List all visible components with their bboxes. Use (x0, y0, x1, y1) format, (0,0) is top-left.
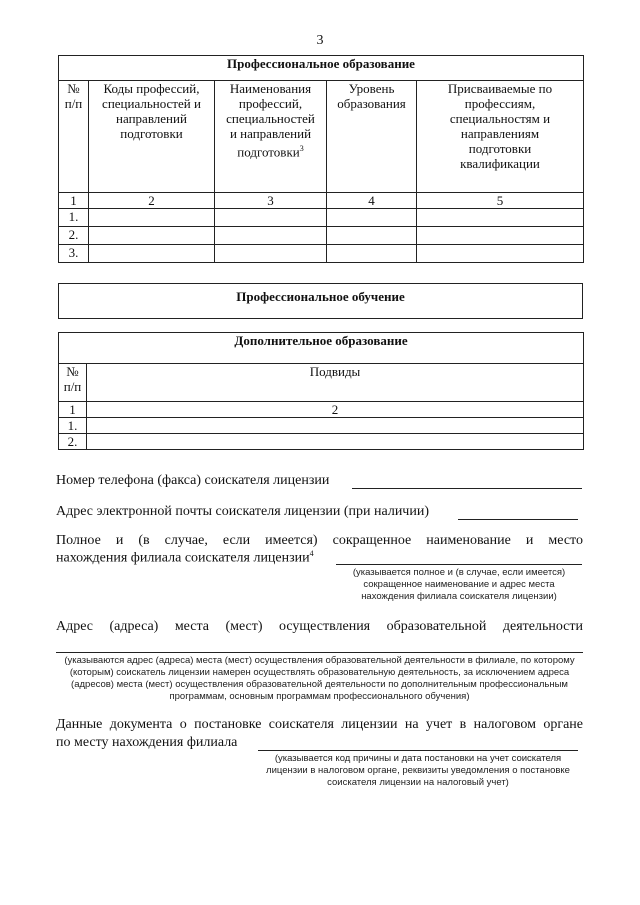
add-education-title: Дополнительное образование (59, 333, 584, 364)
col-header-level: Уровень образования (327, 81, 417, 193)
table-row: 3. (59, 245, 584, 263)
phone-field[interactable] (352, 488, 582, 489)
branch-label-line1: Полное и (в случае, если имеется) сокращенное наименование и место (56, 533, 583, 548)
tax-label-line2: по месту нахождения филиала (56, 735, 238, 750)
table-row: 1. (59, 209, 584, 227)
tax-field[interactable] (258, 750, 578, 751)
email-label: Адрес электронной почты соискателя лицензии (при наличии) (56, 504, 429, 519)
prof-training-title: Профессиональное обучение (236, 289, 405, 304)
col-header-names: Наименования профессий, специальностей и направлений подготовки$^3$ (215, 81, 327, 193)
tax-caption: (указывается код причины и дата постановки на учет соискателя лицензии в налоговом органе, реквизиты уведомления о постановке соискателя лицензии на налоговый учет) (266, 753, 570, 788)
col-header-num: № п/п (59, 81, 89, 193)
footnote-3: 3 (299, 144, 304, 153)
address-label: Адрес (адреса) места (мест) осуществления образовательной деятельности (56, 619, 583, 634)
prof-education-title: Профессиональное образование (59, 56, 584, 81)
table-row: 2. (59, 434, 584, 450)
table-row: 2. (59, 227, 584, 245)
prof-training-box (58, 283, 583, 319)
address-field[interactable] (56, 652, 583, 653)
footnote-4: 4 (309, 549, 314, 558)
prof-education-table (58, 55, 584, 263)
address-caption: (указываются адрес (адреса) места (мест) осуществления образовательной деятельности в филиале, по которому (которым) соискатель лицензии намерен осуществлять образовательную деятельность, за исключением адреса (адресов) места (мест) осуществления образовательной деятельности по дополнительным профессиональным программам, основным программам профессионального обучения) (64, 655, 575, 702)
branch-caption: (указывается полное и (в случае, если имеется) сокращенное наименование и адрес места нахождения филиала соискателя лицензии) (352, 567, 566, 602)
branch-field[interactable] (336, 564, 582, 565)
page-number: 3 (316, 33, 324, 48)
index-row: 1 2 (59, 402, 584, 418)
table-row: 1. (59, 418, 584, 434)
col-header-num: № п/п (59, 364, 87, 402)
email-field[interactable] (458, 519, 578, 520)
index-row: 1 2 3 4 5 (59, 193, 584, 209)
col-header-codes: Коды профессий, специальностей и направлений подготовки (89, 81, 215, 193)
branch-label-line2: нахождения филиала соискателя лицензии$^4$ (56, 549, 314, 566)
add-education-table (58, 332, 584, 450)
col-header-qualification: Присваиваемые по профессиям, специальностям и направлениям подготовки квалификации (417, 81, 584, 193)
col-header-subtypes: Подвиды (87, 364, 584, 402)
phone-label: Номер телефона (факса) соискателя лицензии (56, 473, 330, 488)
tax-label-line1: Данные документа о постановке соискателя лицензии на учет в налоговом органе (56, 717, 583, 732)
